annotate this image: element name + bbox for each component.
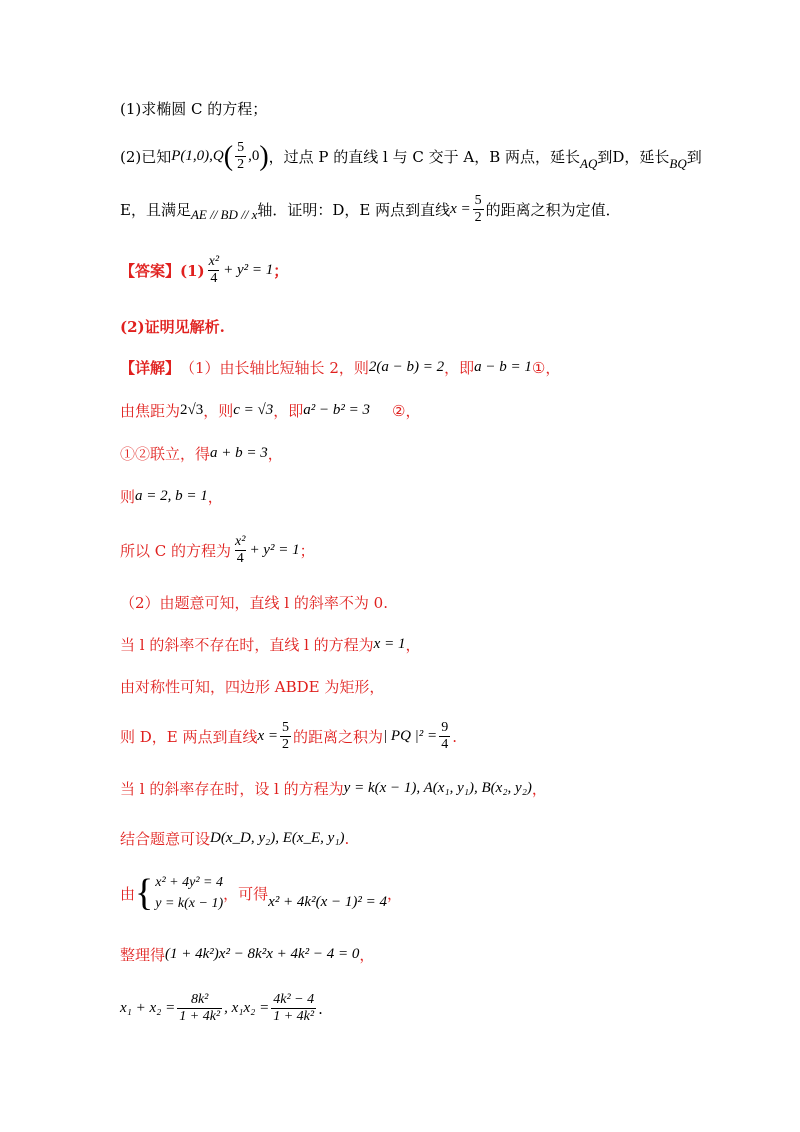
- answer-tag: 【答案】: [120, 262, 181, 281]
- question-part-1: (1)求椭圆 C 的方程；: [120, 100, 268, 118]
- detail-line-12: 由 { x² + 4y² = 4 y = k(x − 1) ，可得 x² + 4k²(x − 1)² = 4 ，: [120, 872, 402, 914]
- detail-line-13: 整理得 (1 + 4k²)x² − 8k²x + 4k² − 4 = 0 ，: [120, 946, 375, 964]
- fraction-5-2: $\frac{5}{2}$: [237, 140, 245, 173]
- answer-line-2: (2)证明见解析.: [120, 318, 225, 336]
- detail-line-10: 当 l 的斜率存在时，设 l 的方程为 y = k(x − 1), A(x₁, y₁), B(x₂, y₂) ，: [120, 780, 547, 798]
- detail-line-14: x₁ + x₂ = $\frac{\text{8k²}}{\text{1 + 4k²}}$ , x₁x₂ = $\frac{\text{4k² − 4}}{\text{1 + 4k²}}$ .: [120, 992, 323, 1025]
- detail-line-11: 结合题意可设 D(x_D, y₂), E(x_E, y₁) .: [120, 829, 350, 848]
- detail-line-8: 由对称性可知，四边形 ABDE 为矩形，: [120, 678, 385, 696]
- detail-line-2: 由焦距为 2√3 ，则 c = √3 ，即 a² − b² = 3 ②，: [120, 402, 421, 420]
- detail-line-7: 当 l 的斜率不存在时，直线 l 的方程为 x = 1 ，: [120, 636, 421, 654]
- question-part-2-line-2: E，且满足 AE // BD // x 轴．证明：D，E 两点到直线 x = $\frac{5}{2}$ 的距离之积为定值．: [120, 193, 621, 226]
- answer-line-1: 【答案】 (1) $\frac{\text{x²}}{4}$ + y² = 1 ；: [120, 254, 289, 287]
- detail-line-1: 【详解】 （1）由长轴比短轴长 2，则 2(a − b) = 2 ，即 a − b = 1 ①，: [120, 359, 561, 377]
- detail-line-5: 所以 C 的方程为 $\frac{\text{x²}}{4}$ + y² = 1 ；: [120, 534, 315, 567]
- equation-system: x² + 4y² = 4 y = k(x − 1): [155, 875, 224, 911]
- detail-line-6: （2）由题意可知，直线 l 的斜率不为 0.: [120, 594, 388, 612]
- detail-line-4: 则 a = 2, b = 1 ，: [120, 488, 223, 506]
- detail-tag: 【详解】: [120, 359, 181, 377]
- detail-line-3: ①②联立，得 a + b = 3 ，: [120, 445, 283, 463]
- detail-line-9: 则 D，E 两点到直线 x = $\frac{5}{2}$ 的距离之积为 | PQ |² = $\frac{9}{4}$ .: [120, 720, 457, 753]
- question-part-2-line-1: (2)已知 P(1,0),Q ( $\frac{5}{2}$ ,0 ) ，过点 P 的直线 l 与 C 交于 A，B 两点，延长 AQ 到D，延长 BQ 到: [120, 140, 702, 173]
